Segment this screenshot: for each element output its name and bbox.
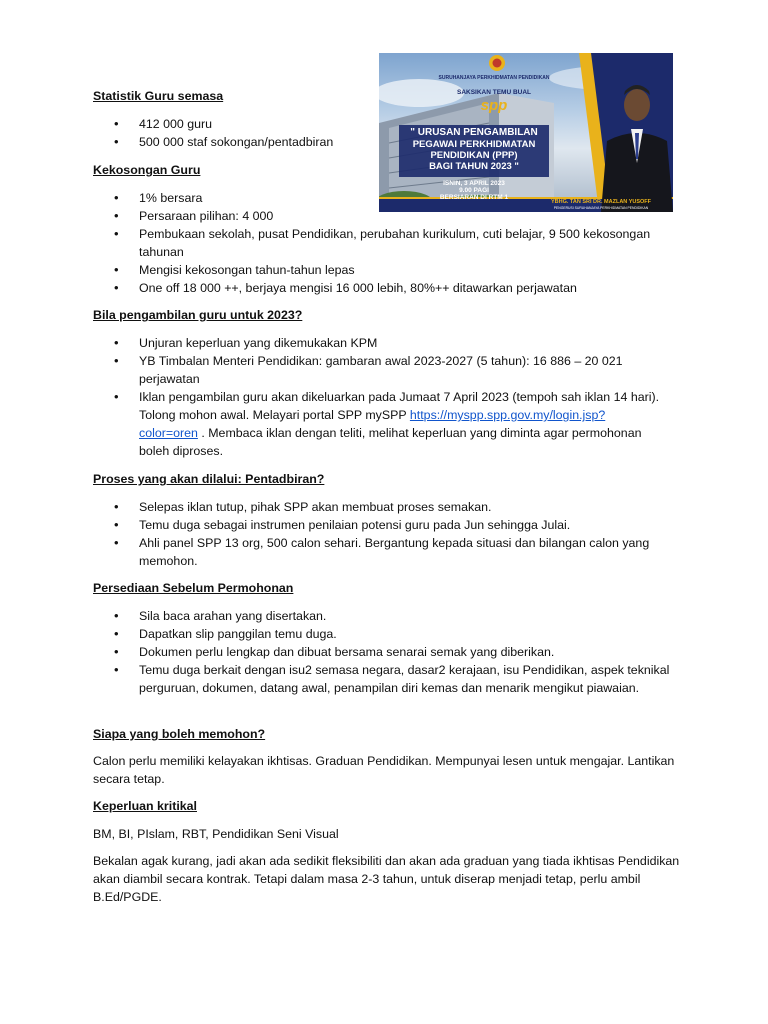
list-item: • Pembukaan sekolah, pusat Pendidikan, perubahan kurikulum, cuti belajar, 9 500 kekosongan tahunan [93, 225, 683, 261]
banner-person-title: PENGERUSI SURUHANJAYA PERKHIDMATAN PENDIDIKAN [553, 206, 649, 210]
iklan-text: Iklan pengambilan guru akan dikeluarkan pada Jumaat 7 April 2023 (tempoh sah iklan 14 hari). Tolong mohon awal. Melayari portal SPP mySPP [139, 390, 660, 422]
heading-siapa: Siapa yang boleh memohon? [93, 727, 266, 741]
myspp-portal-link[interactable]: https://myspp.spp.gov.my/login.jsp?color=oren [139, 408, 606, 440]
list-item: • Persaraan pilihan: 4 000 [93, 207, 683, 225]
list-item: • Dokumen perlu lengkap dan dibuat bersama senarai semak yang diberikan. [93, 643, 678, 661]
list-item: • 500 000 staf sokongan/pentadbiran [93, 133, 373, 151]
list-item: • Mengisi kekosongan tahun-tahun lepas [93, 261, 683, 279]
banner-channel: BERSIARAN DI RTM 1 [439, 194, 509, 201]
banner-title-line2: PEGAWAI PERKHIDMATAN [412, 139, 536, 150]
banner-title-line4: BAGI TAHUN 2023 " [429, 161, 519, 172]
banner-watch-text: SAKSIKAN TEMU BUAL [456, 89, 532, 96]
banner-date: ISNIN, 3 APRIL 2023 [443, 180, 505, 187]
iklan-text-continued: . Membaca iklan dengan teliti, melihat keperluan yang diminta agar permohonan boleh diproses. [139, 426, 642, 458]
kritikal-paragraph: Bekalan agak kurang, jadi akan ada sedikit fleksibiliti dan akan ada graduan yang tiada ikhtisas Pendidikan akan diambil secara kontrak. Tetapi dalam masa 2-3 tahun, untuk diserap menjadi tetap, perlu ambil B.Ed/PGDE. [93, 854, 680, 904]
list-proses [93, 498, 683, 570]
siapa-paragraph: Calon perlu memiliki kelayakan ikhtisas. Graduan Pendidikan. Mempunyai lesen untuk mengajar. Lantikan secara tetap. [93, 754, 675, 786]
list-item: • 412 000 guru [93, 115, 373, 133]
list-item: • Selepas iklan tutup, pihak SPP akan membuat proses semakan. [93, 498, 683, 516]
heading-persediaan: Persediaan Sebelum Permohonan [93, 581, 294, 595]
heading-kritikal: Keperluan kritikal [93, 799, 197, 813]
banner-person-name: YBHG. TAN SRI DR. MAZLAN YUSOFF [550, 199, 652, 205]
heading-bila: Bila pengambilan guru untuk 2023? [93, 308, 303, 322]
list-bila [93, 334, 663, 460]
list-item: • One off 18 000 ++, berjaya mengisi 16 000 lebih, 80%++ ditawarkan perjawatan [93, 279, 683, 297]
list-item: • Temu duga sebagai instrumen penilaian potensi guru pada Jun sehingga Julai. [93, 516, 683, 534]
list-item [93, 388, 663, 460]
banner-agency-text: SURUHANJAYA PERKHIDMATAN PENDIDIKAN [438, 75, 550, 81]
list-item: • Temu duga berkait dengan isu2 semasa negara, dasar2 kerajaan, isu Pendidikan, aspek teknikal perguruan, dokumen, datang awal, penampilan diri kemas dan menarik mengikut piawaian. [93, 661, 678, 697]
list-item: • Sila baca arahan yang disertakan. [93, 607, 678, 625]
list-item: • Dapatkan slip panggilan temu duga. [93, 625, 678, 643]
list-statistik [93, 115, 373, 151]
list-kekosongan [93, 189, 683, 297]
heading-statistik: Statistik Guru semasa [93, 89, 224, 103]
list-item: • Ahli panel SPP 13 org, 500 calon sehari. Bergantung kepada situasi dan bilangan calon yang memohon. [93, 534, 683, 570]
banner-title-line1: " URUSAN PENGAMBILAN [410, 127, 538, 138]
banner-title-line3: PENDIDIKAN (PPP) [430, 150, 518, 161]
banner-spp-logo: spp [480, 97, 508, 114]
list-item: • Unjuran keperluan yang dikemukakan KPM [93, 334, 663, 352]
list-item: • 1% bersara [93, 189, 683, 207]
list-item: • YB Timbalan Menteri Pendidikan: gambaran awal 2023-2027 (5 tahun): 16 886 – 20 021 perjawatan [93, 352, 663, 388]
banner-time: 9.00 PAGI [459, 187, 489, 194]
heading-proses: Proses yang akan dilalui: Pentadbiran? [93, 472, 325, 486]
kritikal-subjects: BM, BI, PIslam, RBT, Pendidikan Seni Visual [93, 827, 339, 841]
list-persediaan [93, 607, 678, 697]
heading-kekosongan: Kekosongan Guru [93, 163, 201, 177]
